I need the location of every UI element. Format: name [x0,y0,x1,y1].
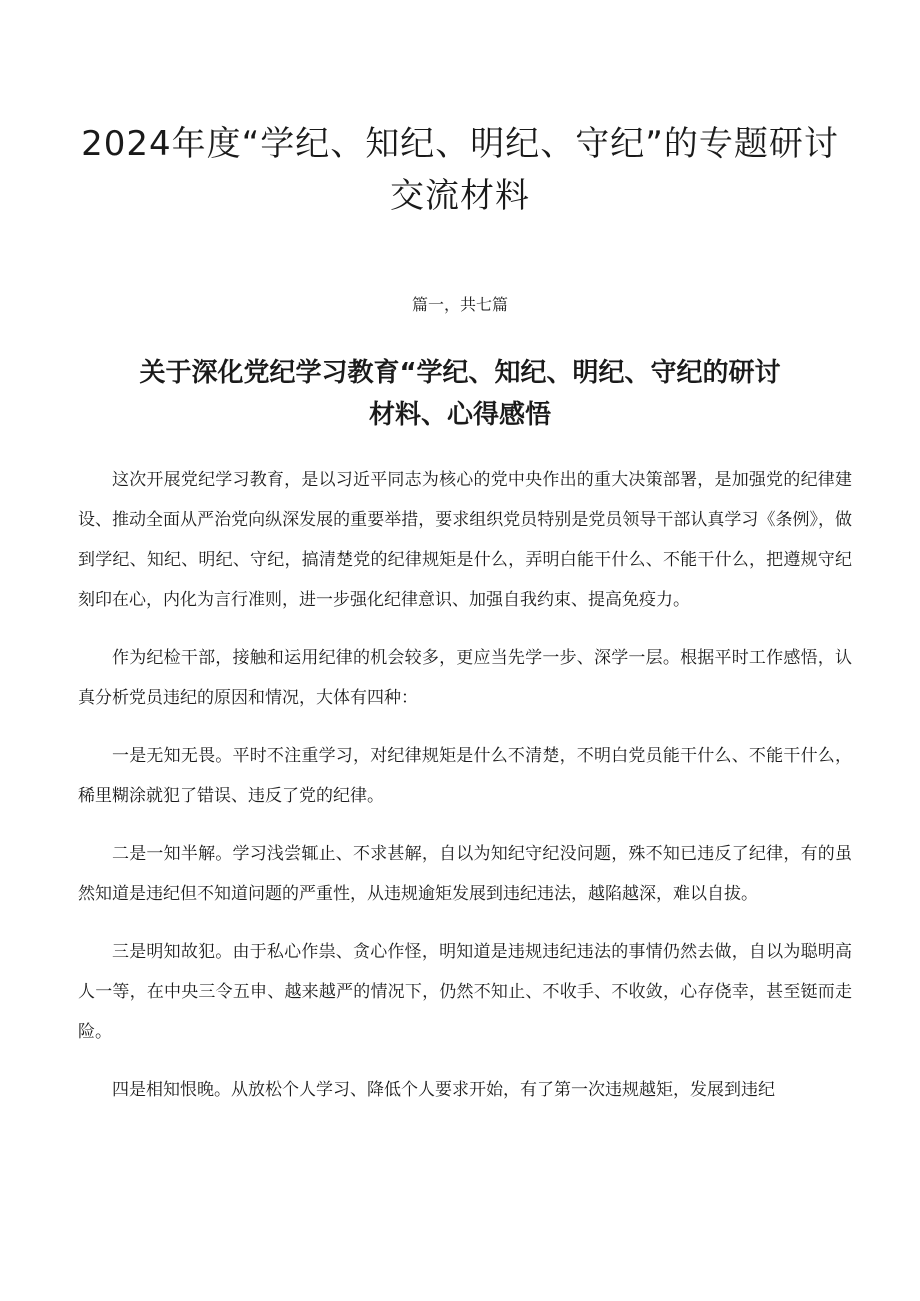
paragraph-intro: 这次开展党纪学习教育，是以习近平同志为核心的党中央作出的重大决策部署，是加强党的纪律建设、推动全面从严治党向纵深发展的重要举措，要求组织党员特别是党员领导干部认真学习《条例》，做到学纪、知纪、明纪、守纪，搞清楚党的纪律规矩是什么，弄明白能干什么、不能干什么，把遵规守纪刻印在心，内化为言行准则，进一步强化纪律意识、加强自我约束、提高免疫力。 [78,470,852,610]
document-title [60,118,860,222]
paragraph-point-4: 四是相知恨晚。从放松个人学习、降低个人要求开始，有了第一次违规越矩，发展到违纪 [112,1080,775,1100]
paragraph-analysis: 作为纪检干部，接触和运用纪律的机会较多，更应当先学一步、深学一层。根据平时工作感悟，认真分析党员违纪的原因和情况，大体有四种： [78,648,852,708]
article-title-line-2: 材料、心得感悟 [368,400,551,430]
article-title-line-1: 关于深化党纪学习教育“学纪、知纪、明纪、守纪的研讨 [139,358,781,388]
document-title-line-2: 交流材料 [390,176,530,216]
paragraph-point-3: 三是明知故犯。由于私心作祟、贪心作怪，明知道是违规违纪违法的事情仍然去做，自以为聪明高人一等，在中央三令五申、越来越严的情况下，仍然不知止、不收手、不收敛，心存侥幸，甚至铤而走险。 [78,942,852,1042]
article-body [78,460,852,1128]
document-title-line-1: 2024年度“学纪、知纪、明纪、守纪”的专题研讨 [81,124,839,164]
paragraph-point-1: 一是无知无畏。平时不注重学习，对纪律规矩是什么不清楚，不明白党员能干什么、不能干什么，稀里糊涂就犯了错误、违反了党的纪律。 [78,746,852,806]
section-label: 篇一，共七篇 [411,295,508,314]
article-title [110,352,810,436]
paragraph-point-2: 二是一知半解。学习浅尝辄止、不求甚解，自以为知纪守纪没问题，殊不知已违反了纪律，有的虽然知道是违纪但不知道问题的严重性，从违规逾矩发展到违纪违法，越陷越深，难以自拔。 [78,844,852,904]
